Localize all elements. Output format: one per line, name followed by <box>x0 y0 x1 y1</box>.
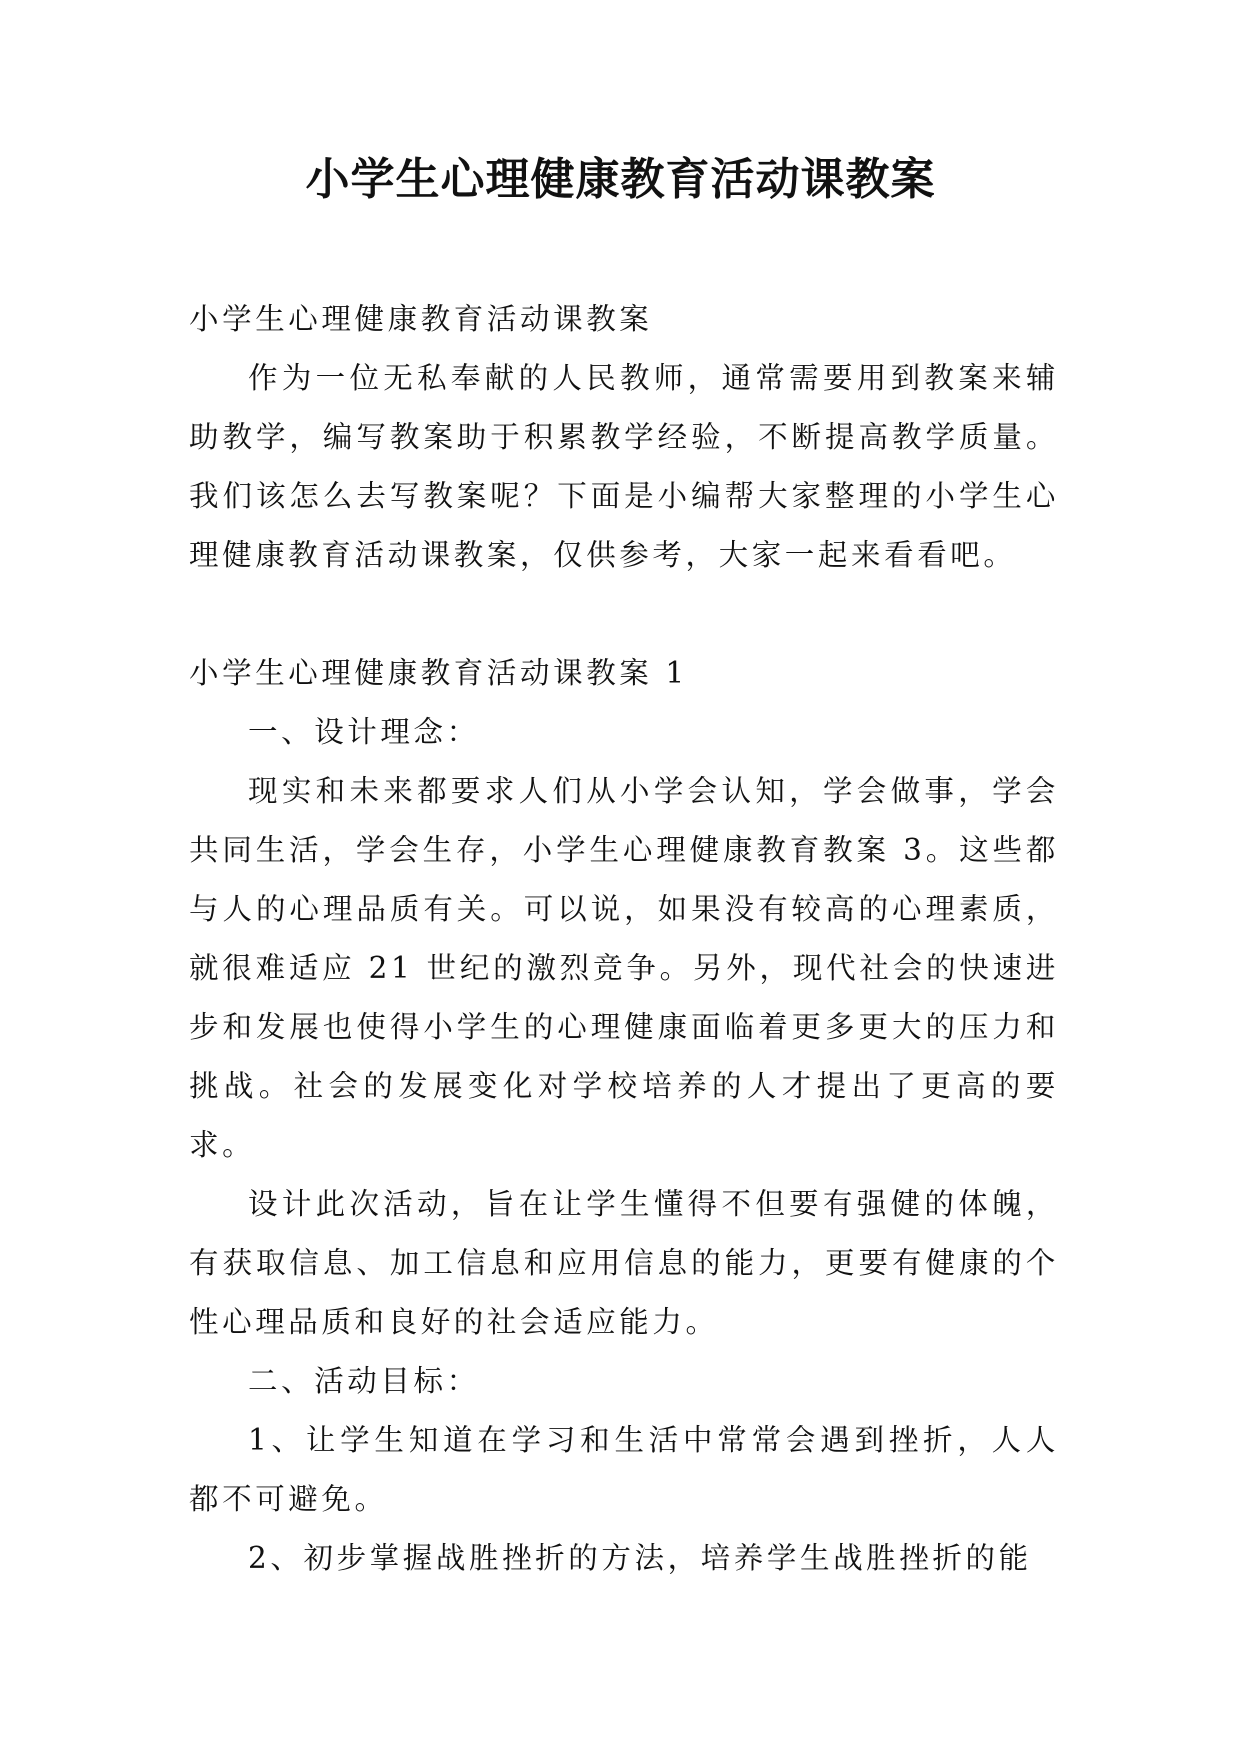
document-body <box>189 290 1059 1588</box>
subheading-activity-goals: 二、活动目标： <box>248 1364 480 1398</box>
paragraph-spacer <box>189 585 1059 644</box>
subheading-design-concept: 一、设计理念： <box>248 715 480 749</box>
goal-item-2: 2、初步掌握战胜挫折的方法，培养学生战胜挫折的能 <box>248 1541 1032 1575</box>
intro-paragraph: 作为一位无私奉献的人民教师，通常需要用到教案来辅助教学，编写教案助于积累教学经验，不断提高教学质量。我们该怎么去写教案呢？下面是小编帮大家整理的小学生心理健康教育活动课教案，仅供参考，大家一起来看看吧。 <box>189 361 1059 572</box>
design-concept-paragraph: 现实和未来都要求人们从小学会认知，学会做事，学会共同生活，学会生存，小学生心理健康教育教案 3。这些都与人的心理品质有关。可以说，如果没有较高的心理素质，就很难适应 21 世纪的激烈竞争。另外，现代社会的快速进步和发展也使得小学生的心理健康面临着更多更大的压力和挑战。社会的发展变化对学校培养的人才提出了更高的要求。 <box>189 774 1059 1162</box>
section-heading: 小学生心理健康教育活动课教案 1 <box>189 656 688 690</box>
goal-item-1: 1、让学生知道在学习和生活中常常会遇到挫折，人人都不可避免。 <box>189 1423 1059 1516</box>
activity-purpose-paragraph: 设计此次活动，旨在让学生懂得不但要有强健的体魄，有获取信息、加工信息和应用信息的能力，更要有健康的个性心理品质和良好的社会适应能力。 <box>189 1187 1059 1339</box>
body-heading: 小学生心理健康教育活动课教案 <box>189 302 653 336</box>
document-title: 小学生心理健康教育活动课教案 <box>305 154 936 205</box>
